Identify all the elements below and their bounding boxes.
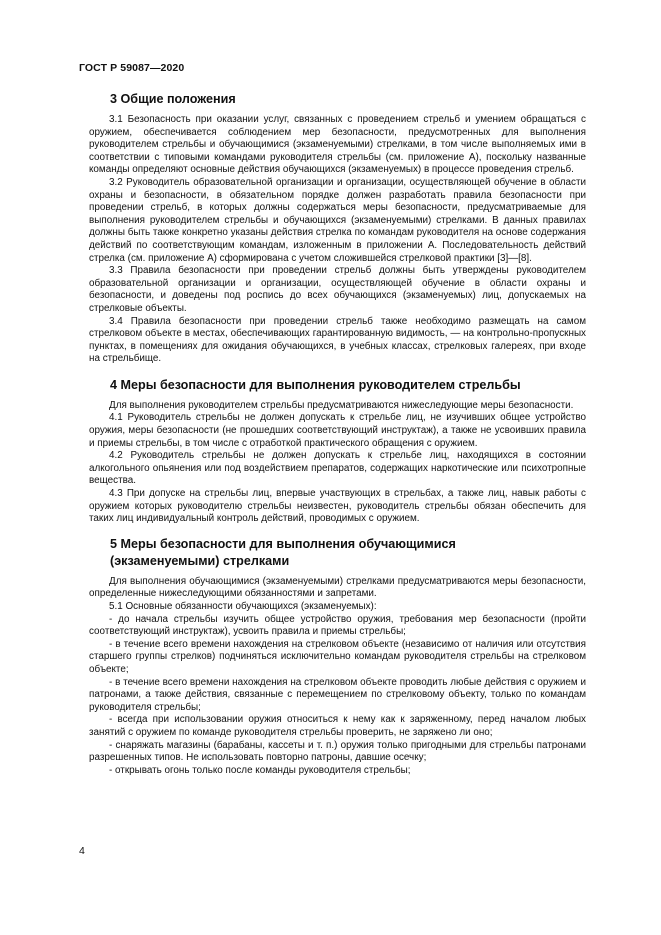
page-number: 4 — [79, 845, 85, 857]
paragraph-3-1: 3.1 Безопасность при оказании услуг, связанных с проведением стрельб и умением обращаться с оружием, обеспечивается соблюдением мер безопасности, предусмотренных для выполнения руководителем стрельбы и обучающимися (экзаменуемыми) стрелками, в том числе выполняемых ими в соответствии с типовыми командами руководителя стрельбы (см. приложение А), поскольку названные команды определяют основные действия обучающихся (экзаменуемых) в процессе проведения стрельб. — [89, 114, 586, 176]
document-header: ГОСТ Р 59087—2020 — [79, 62, 185, 74]
paragraph-4-intro: Для выполнения руководителем стрельбы предусматриваются нижеследующие меры безопасности. — [109, 399, 574, 411]
paragraph-4-3: 4.3 При допуске на стрельбы лиц, впервые участвующих в стрельбах, а также лиц, навык работы с оружием которых руководителю стрельбы неизвестен, руководитель стрельбы обязан обеспечить для таких лиц индивидуальный контроль действий, проводимых с оружием. — [89, 488, 586, 525]
list-item: - до начала стрельбы изучить общее устройство оружия, требования мер безопасности (пройти соответствующий инструктаж), усвоить правила и приемы стрельбы; — [89, 613, 586, 638]
list-item: - открывать огонь только после команды руководителя стрельбы; — [109, 764, 411, 776]
paragraph-5-intro: Для выполнения обучающимися (экзаменуемыми) стрелками предусматриваются меры безопасности, определенные нижеследующими обязанностями и запретами. — [89, 575, 586, 600]
paragraph-3-3: 3.3 Правила безопасности при проведении стрельб должны быть утверждены руководителем образовательной организации и организации, осуществляющей обучение в области охраны и безопасности, и доведены под роспись до всех обучающихся (экзаменуемых) лиц, допускаемых на стрелковые объекты. — [89, 265, 586, 314]
list-item: - в течение всего времени нахождения на стрелковом объекте (независимо от наличия или отсутствия старшего группы стрелков) подчиняться исключительно командам руководителя стрельбы на стрелковом объекте; — [89, 638, 586, 675]
list-item: - в течение всего времени нахождения на стрелковом объекте проводить любые действия с оружием и патронами, а также действия, связанные с перемещением по стрелковому объекту, только по командам руководителя стрельбы; — [89, 676, 586, 713]
section-5-title — [89, 536, 586, 570]
section-5-title-line1: 5 Меры безопасности для выполнения обучающимися — [110, 536, 456, 551]
section-3-title: 3 Общие положения — [110, 92, 236, 106]
section-5-title-line2: (экзаменуемыми) стрелками — [110, 553, 290, 568]
section-4-title: 4 Меры безопасности для выполнения руководителем стрельбы — [110, 377, 521, 392]
paragraph-3-4: 3.4 Правила безопасности при проведении стрельб также необходимо размещать на самом стрелковом объекте в местах, обеспечивающих гарантированную видимость, — на контрольно-пропускных пунктах, в помещениях для ожидания обучающихся, в учебных классах, стрелковых галереях, при входе на стрельбище. — [89, 315, 586, 365]
paragraph-4-2: 4.2 Руководитель стрельбы не должен допускать к стрельбе лиц, находящихся в состоянии алкогольного опьянения или под воздействием препаратов, содержащих наркотические или психотропные вещества. — [89, 450, 586, 487]
list-item: - снаряжать магазины (барабаны, кассеты и т. п.) оружия только пригодными для стрельбы патронами разрешенных типов. Не использовать повторно патроны, давшие осечку; — [89, 739, 586, 764]
list-item: - всегда при использовании оружия относиться к нему как к заряженному, перед началом любых занятий с оружием по команде руководителя стрельбы проверить, не заряжено ли оно; — [89, 714, 586, 738]
paragraph-5-1: 5.1 Основные обязанности обучающихся (экзаменуемых): — [109, 601, 377, 612]
page-content — [89, 90, 586, 777]
paragraph-4-1: 4.1 Руководитель стрельбы не должен допускать к стрельбе лиц, не изучивших общее устройство оружия, меры безопасности (не прошедших соответствующий инструктаж), а также не усвоивших правила и приемы стрельбы, в том числе с отработкой практического обращения с оружием. — [89, 412, 586, 449]
paragraph-3-2: 3.2 Руководитель образовательной организации и организации, осуществляющей обучение в области охраны и безопасности, в обязательном порядке должен разработать правила безопасности при проведении стрельб, в которых должны содержаться меры безопасности, предусматриваемые для выполнения руководителем стрельбы и обучающихся (экзаменуемыми) стрелками. В данных правилах должны быть также конкретно указаны действия стрелка по командам руководителя на основе содержания действий по соответствующим командам, изложенным в приложении А. Последовательность действий стрелка (см. приложение А) сформирована с учетом сложившейся стрелковой практики [3]—[8]. — [89, 176, 586, 264]
